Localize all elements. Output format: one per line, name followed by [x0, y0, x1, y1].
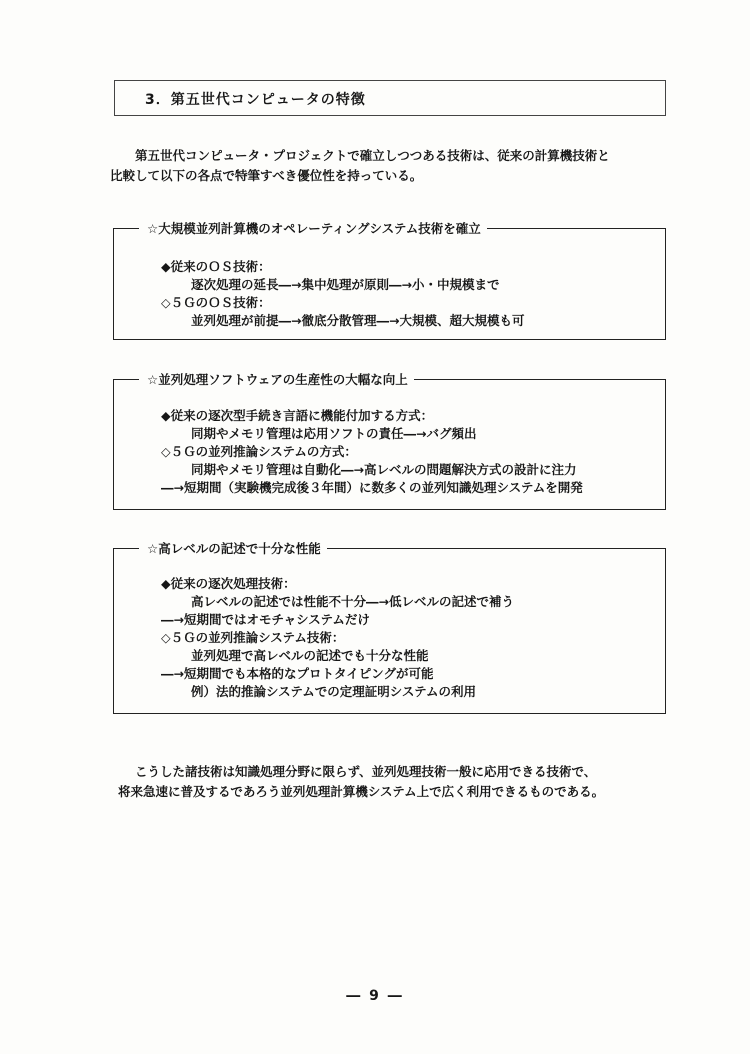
fifth-gen-result: ―→短期間（実験機完成後３年間）に数多くの並列知識処理システムを開発: [161, 480, 583, 495]
conventional-detail: 逐次処理の延長―→集中処理が原則―→小・中規模まで: [191, 277, 500, 292]
conventional-label: ◆従来の逐次型手続き言語に機能付加する方式：: [161, 408, 434, 423]
intro-line-2: 比較して以下の各点で特筆すべき優位性を持っている。: [110, 168, 423, 183]
section-heading: ☆大規模並列計算機のオペレーティングシステム技術を確立: [147, 221, 481, 236]
conventional-label: ◆従来のＯＳ技術：: [161, 259, 271, 274]
section-heading-row: [113, 219, 666, 237]
fifth-gen-detail: 並列処理が前提―→徹底分散管理―→大規模、超大規模も可: [191, 313, 525, 328]
conventional-detail: 高レベルの記述では性能不十分―→低レベルの記述で補う: [191, 594, 514, 609]
section-high-level-performance: [113, 541, 666, 714]
closing-line-2: 将来急速に普及するであろう並列処理計算機システム上で広く利用できるものである。: [118, 784, 605, 799]
closing-line-1: こうした諸技術は知識処理分野に限らず、並列処理技術一般に応用できる技術で、: [135, 764, 597, 779]
intro-line-1: 第五世代コンピュータ・プロジェクトで確立しつつある技術は、従来の計算機技術と: [135, 148, 610, 163]
section-heading-row: [113, 539, 666, 557]
section-heading: ☆並列処理ソフトウェアの生産性の大幅な向上: [147, 372, 408, 387]
section-heading: ☆高レベルの記述で十分な性能: [147, 541, 321, 556]
fifth-gen-label: ◇５Ｇの並列推論システムの方式：: [161, 444, 357, 459]
conventional-label: ◆従来の逐次処理技術：: [161, 576, 296, 591]
conventional-result: ―→短期間ではオモチャシステムだけ: [161, 612, 370, 627]
conventional-detail: 同期やメモリ管理は応用ソフトの責任―→バグ頻出: [191, 426, 477, 441]
fifth-gen-label: ◇５ＧのＯＳ技術：: [161, 295, 271, 310]
fifth-gen-result: ―→短期間でも本格的なプロトタイピングが可能: [161, 666, 434, 681]
section-title: 3．第五世代コンピュータの特徴: [145, 92, 366, 108]
example-line: 例）法的推論システムでの定理証明システムの利用: [191, 684, 477, 699]
section-os-technology: [113, 221, 666, 340]
section-heading-row: [113, 370, 666, 388]
fifth-gen-detail: 並列処理で高レベルの記述でも十分な性能: [191, 648, 429, 663]
section-parallel-software-productivity: [113, 372, 666, 510]
fifth-gen-detail: 同期やメモリ管理は自動化―→高レベルの問題解決方式の設計に注力: [191, 462, 577, 477]
fifth-gen-label: ◇５Ｇの並列推論システム技術：: [161, 630, 345, 645]
page-number: ― 9 ―: [346, 988, 404, 1004]
section-title-box: [114, 80, 666, 116]
